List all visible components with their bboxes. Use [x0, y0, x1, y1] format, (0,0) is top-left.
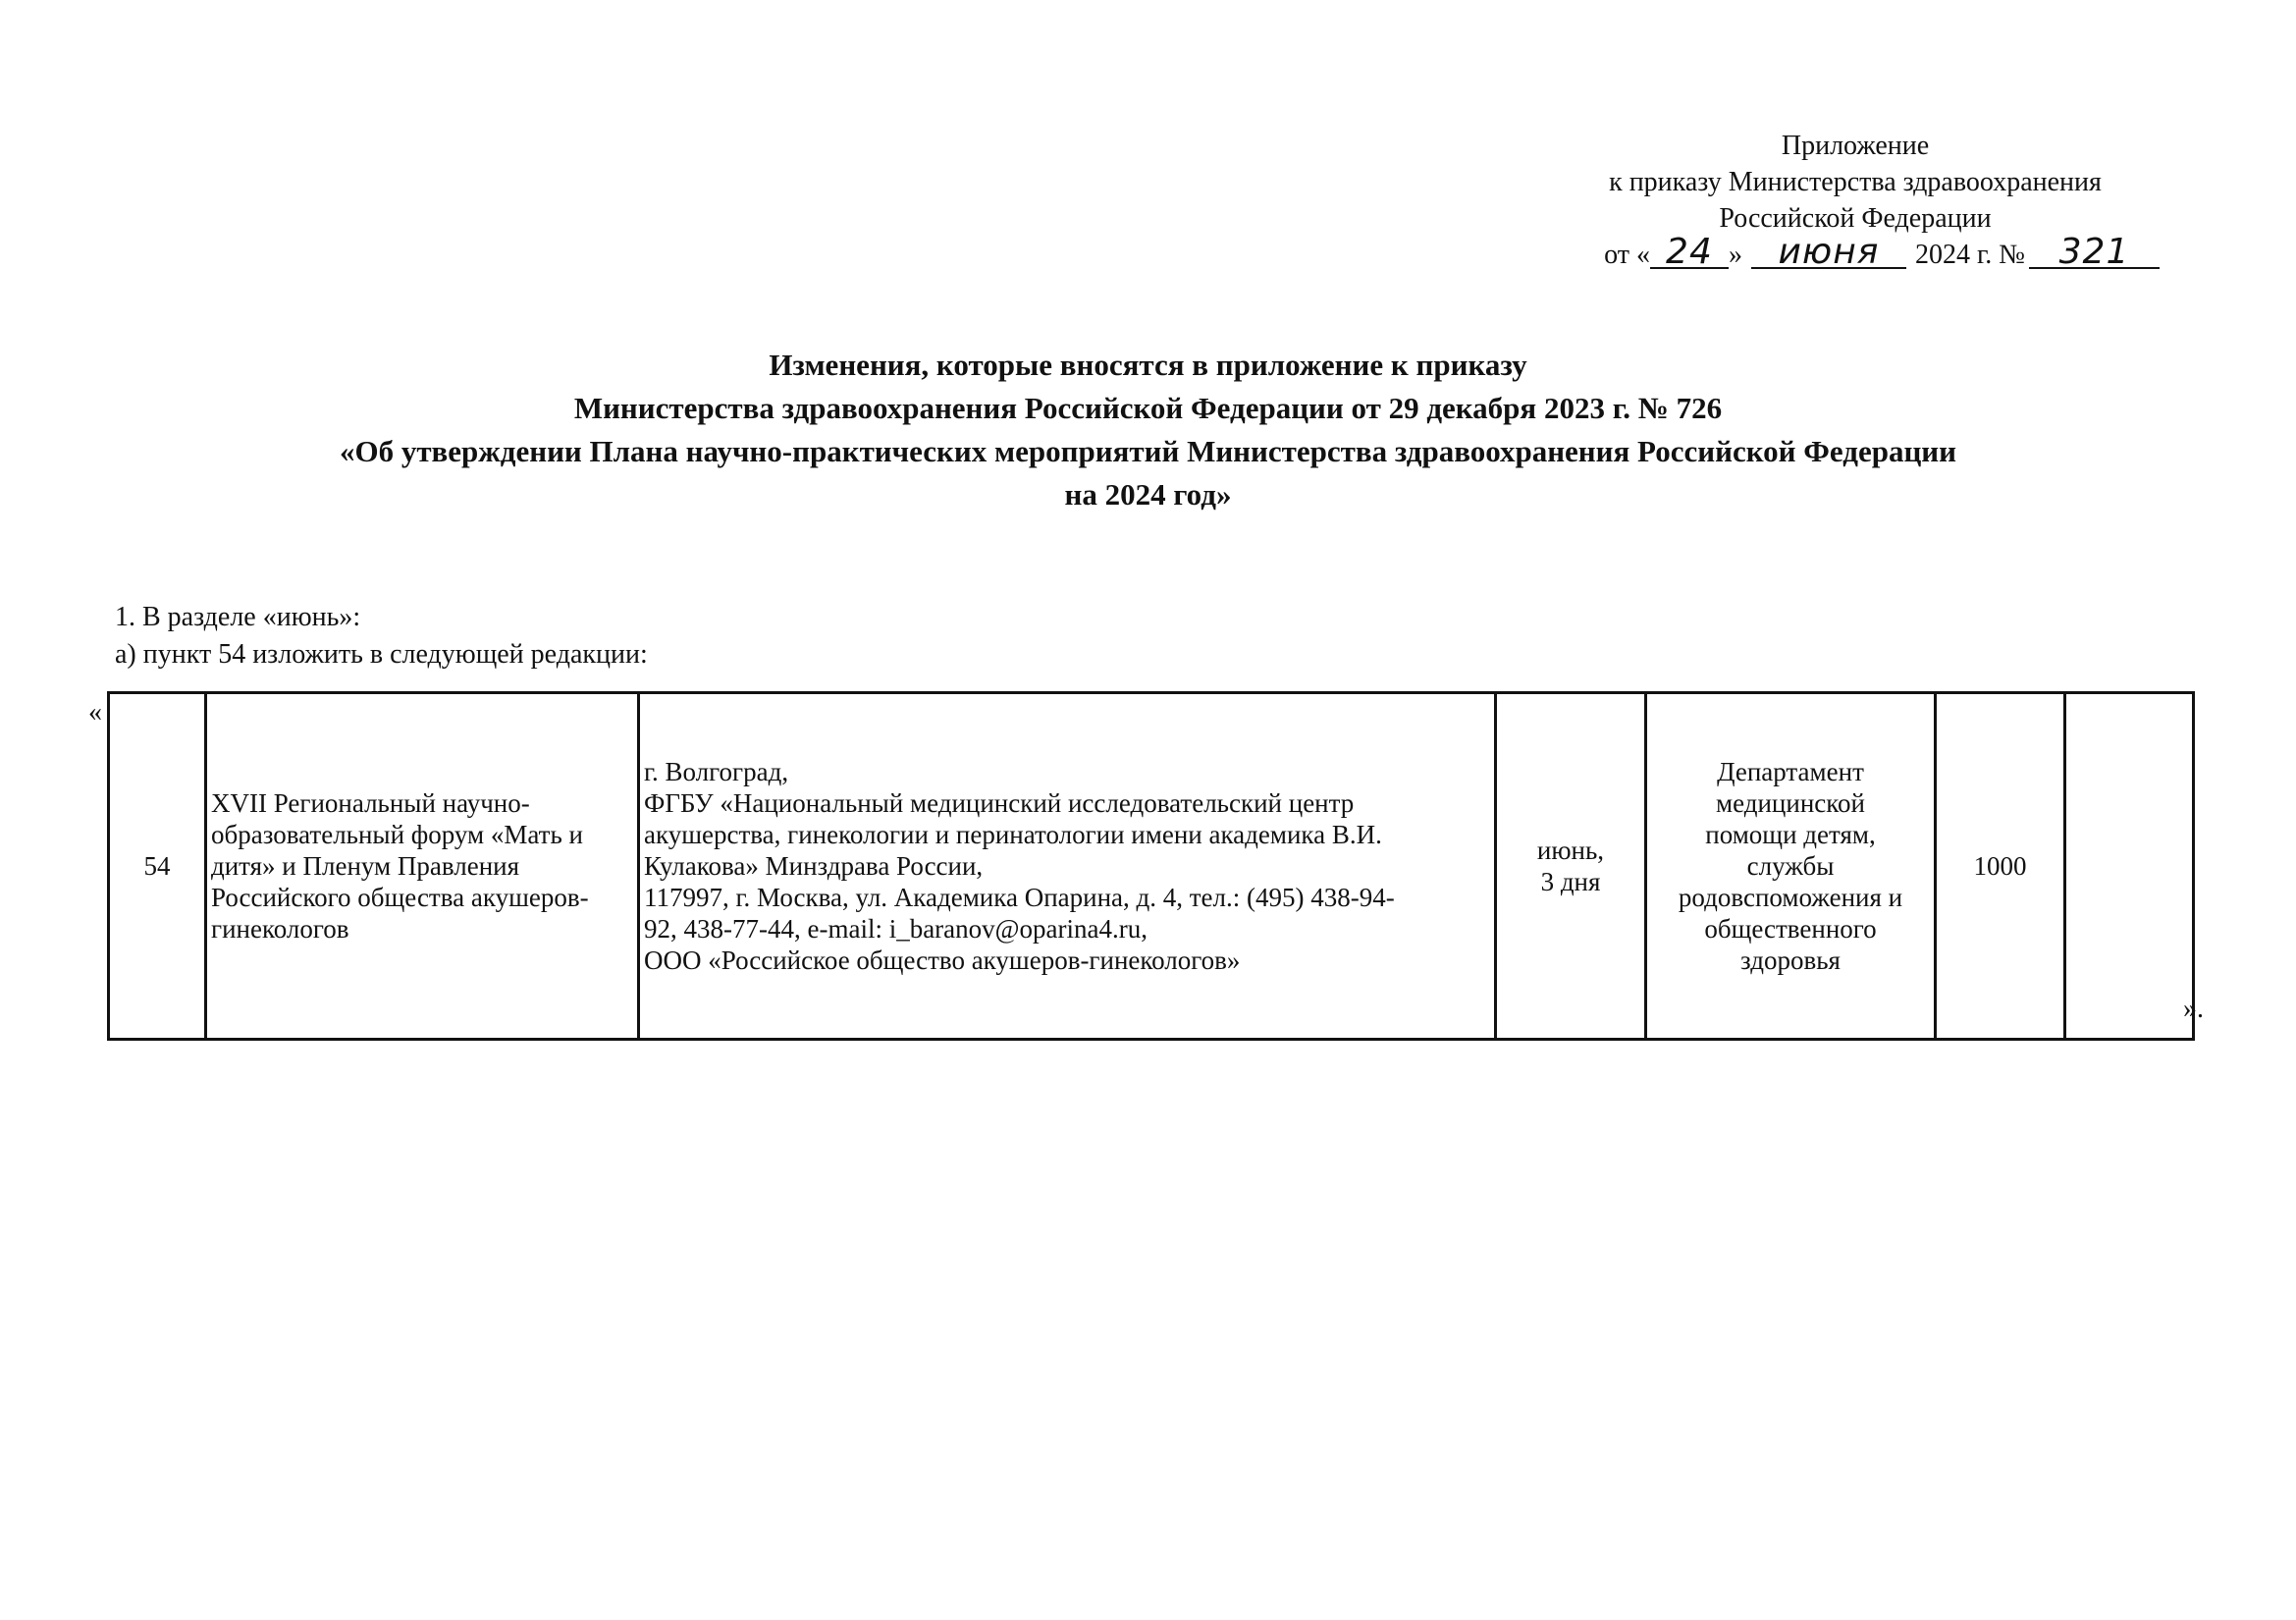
document-title	[0, 344, 2296, 516]
event-name-line: гинекологов	[211, 914, 349, 944]
section-reference: 1. В разделе «июнь»:	[115, 602, 361, 632]
appendix-title: Приложение	[1781, 131, 1930, 161]
department-line: общественного	[1704, 914, 1877, 944]
appendix-order-ref: к приказу Министерства здравоохранения	[1609, 167, 2102, 197]
event-name-line: Российского общества акушеров-	[211, 883, 589, 912]
date-day-close: »	[1728, 240, 1742, 270]
place-line: 117997, г. Москва, ул. Академика Опарина, д. 4, тел.: (495) 438-94-	[644, 883, 1395, 912]
open-quote: «	[88, 697, 102, 728]
intro-text	[115, 599, 648, 674]
department-line: службы	[1746, 851, 1835, 881]
place-line: ФГБУ «Национальный медицинский исследовательский центр	[644, 788, 1355, 818]
event-name-line: образовательный форум «Мать и	[211, 820, 583, 849]
title-line-3: «Об утверждении Плана научно-практических мероприятий Министерства здравоохранения Российской Федерации	[339, 434, 1957, 468]
table-row	[109, 693, 2194, 1040]
handwritten-day: 24	[1650, 238, 1729, 269]
appendix-header	[1551, 128, 2160, 273]
place-line: акушерства, гинекологии и перинатологии имени академика В.И.	[644, 820, 1382, 849]
department-line: помощи детям,	[1705, 820, 1876, 849]
department-line: Департамент	[1717, 757, 1864, 786]
cell-department	[1646, 693, 1936, 1040]
cell-participants: 1000	[1936, 693, 2065, 1040]
cell-date	[1496, 693, 1646, 1040]
appendix-federation: Российской Федерации	[1719, 203, 1992, 234]
title-line-4: на 2024 год»	[1064, 477, 1232, 512]
department-line: здоровья	[1740, 945, 1841, 975]
date-prefix: от «	[1604, 240, 1650, 270]
item-reference: а) пункт 54 изложить в следующей редакции:	[115, 639, 648, 670]
date-year: 2024 г. №	[1914, 240, 2025, 270]
place-line: г. Волгоград,	[644, 757, 789, 786]
event-name-line: XVII Региональный научно-	[211, 788, 530, 818]
close-quote: ».	[2183, 994, 2204, 1024]
place-line: Кулакова» Минздрава России,	[644, 851, 984, 881]
handwritten-month: июня	[1751, 238, 1906, 269]
department-line: родовспоможения и	[1678, 883, 1903, 912]
department-line: медицинской	[1716, 788, 1865, 818]
place-line: 92, 438-77-44, e-mail: i_baranov@oparina4.ru,	[644, 914, 1148, 944]
cell-number: 54	[109, 693, 206, 1040]
handwritten-order-number: 321	[2029, 238, 2160, 269]
date-line: 3 дня	[1540, 867, 1601, 896]
cell-place-organizer	[639, 693, 1496, 1040]
date-line: июнь,	[1536, 836, 1605, 865]
appendix-dateline	[1551, 232, 2160, 273]
cell-extra	[2065, 693, 2194, 1040]
title-line-1: Изменения, которые вносятся в приложение к приказу	[769, 348, 1527, 382]
place-line: ООО «Российское общество акушеров-гинекологов»	[644, 945, 1241, 975]
plan-table	[107, 691, 2195, 1041]
title-line-2: Министерства здравоохранения Российской Федерации от 29 декабря 2023 г. № 726	[573, 391, 1723, 425]
event-name-line: дитя» и Пленум Правления	[211, 851, 520, 881]
cell-event-name	[206, 693, 639, 1040]
